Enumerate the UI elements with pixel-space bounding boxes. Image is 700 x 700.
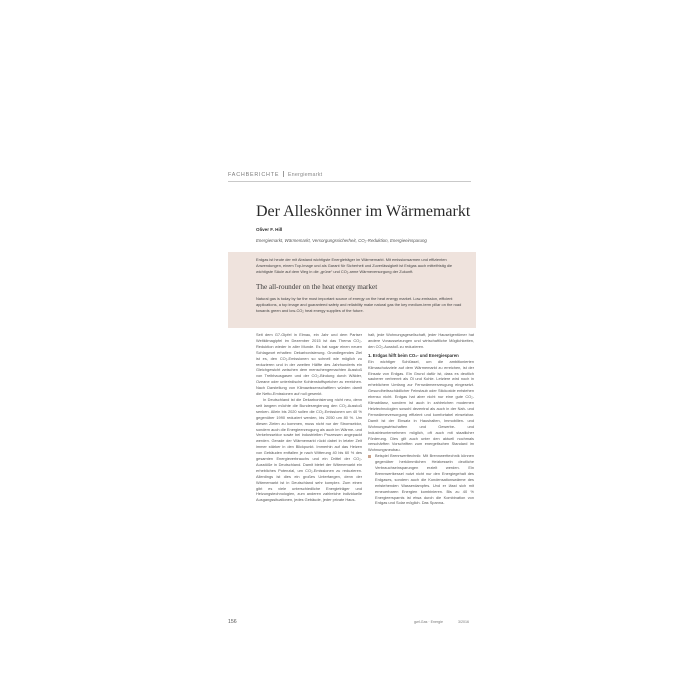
- bullet-marker: [368, 455, 371, 458]
- section-heading: 1. Erdgas hilft beim CO₂- und Energiesparen: [368, 352, 459, 358]
- header-section: FACHBERICHTE: [228, 172, 280, 178]
- header-topic: Energiemarkt: [287, 172, 323, 178]
- footer-issue: 3/2016: [458, 620, 469, 624]
- body-paragraph: In Deutschland ist die Dekarbonisierung nicht neu, denn seit langem möchte die Bundesregierung den CO₂-Ausstoß senken. Allein bis 2020 sollen die CO₂-Emissionen um 40 % gegenüber 1990 reduziert werden, bis 2050 um 80 %. Um diesen Zielen zu kommen, muss nicht nur der Stromsektor, sondern auch die Energieerzeugung als auch im Wärme- und Verkehrssektor sowie bei industriellen Prozessen angepackt werden. Gerade der Wärmemarkt rückt dabei in letzter Zeit immer stärker in den Blickpunkt. Immerhin auf das Heizen von Gebäuden entfallen je nach Witterung 40 bis 60 % des gesamten Energieverbrauchs und ein Drittel der CO₂-Ausstöße in Deutschland. Damit bietet der Wärmemarkt ein erhebliches Potenzial, um CO₂-Emissionen zu reduzieren. Allerdings ist dies ein großes Unterfangen, denn der Wärmemarkt ist in Deutschland sehr komplex. Zum einen gibt es viele unterschiedliche Energieträger und Heizungstechnologien, zum anderen zahlreiche individuelle Ausgangssituationen, jedes Gebäude, jeder private Haus-: [256, 396, 362, 503]
- bullet-item: [368, 453, 474, 506]
- article-keywords: Energiemarkt, Wärmemarkt, Versorgungssicherheit, CO₂-Reduktion, Energieeinsparung: [256, 238, 427, 243]
- body-paragraph: halt, jede Wohnungsgesellschaft, jeder Hauseigentümer hat andere Voraussetzungen und wirtschaftliche Möglichkeiten, den CO₂-Ausstoß zu reduzieren.: [368, 332, 474, 349]
- running-header: [228, 171, 471, 182]
- body-paragraph: Ein wichtiger Schlüssel, um die ambitionierten Klimaschutzziele auf dem Wärmemarkt zu erreichen, ist der Einsatz von Erdgas. Ein Grund dafür ist, dass es deutlich sauberer verbrennt als Öl und Kohle. Letztere wird noch in erheblichem Umfang zur Fernwärmeerzeugung eingesetzt. Gesundheitsschädlicher Feinstaub oder Stickoxide entstehen ebenso nicht. Erdgas hat aber nicht nur eine gute CO₂-Klimabilanz, sondern ist auch in zahlreichen modernen Heiztechnologien sowohl dezentral als auch in der Nah- und Fernwärmeversorgung effizient und komfortabel einsetzbar. Damit ist der Einsatz in Haushalten, Immobilien- und Wohnungswirtschaften und Gewerbe- und Industrieunternehmen möglich, oft auch mit staatlicher Förderung. Dies gilt auch unter den aktuell nochmals verschärften Vorschriften zum energetischen Standard im Wohnungsneubau.: [368, 358, 474, 453]
- body-column-left: [256, 332, 362, 503]
- header-divider: [283, 171, 284, 177]
- body-paragraph: Seit dem G7-Gipfel in Elmau, ein Jahr und dem Pariser Weltklimagipfel im Dezember 2015 ist das Thema CO₂-Reduktion wieder in aller Munde. Es hat sogar einen neuen Schlagwort erhalten: Dekarbonisierung. Grundlegendes Ziel ist es, den CO₂-Emissionen so schnell wie möglich zu reduzieren und in der zweiten Hälfte des Jahrhunderts ein Gleichgewicht zwischen dem menschengemachten Ausstoß von Treibhausgasen und der CO₂-Bindung durch Wälder, Ozeane oder unterirdische Kohlenstoffspeicher zu erreichen. Nach Darstellung von Klimawissenschaftlern würden damit die Netto-Emissionen auf null gesenkt.: [256, 332, 362, 397]
- abstract-english: Natural gas is today by far the most important source of energy on the heat energy market. Low-emission, efficient applications, a top image and guaranteed safety and reliability make natural gas the key medium-term pillar on the road towards green and low-CO₂ heat energy supplies of the future.: [256, 296, 462, 313]
- page-number: 156: [228, 619, 237, 625]
- article-author: Oliver F. Hill: [256, 227, 283, 232]
- abstract-english-title: The all-rounder on the heat energy market: [256, 283, 378, 291]
- abstract-german: Erdgas ist heute der mit Abstand wichtigste Energieträger im Wärmemarkt. Mit emissionsarmen und effizienten Anwendungen, einem Top-Image und als Garant für Sicherheit und Zuverlässigkeit ist Erdgas auch mittelfristig die wichtigste Säule auf dem Weg in die „grüne“ und CO₂-arme Wärmeversorgung der Zukunft.: [256, 257, 453, 274]
- footer-journal: gwf-Gas · Energie: [414, 620, 443, 624]
- body-column-right: [368, 332, 474, 506]
- bullet-text: Beispiel Brennwerttechnik: Mit Brennwerttechnik können gegenüber herkömmlichen Heizkesseln deutliche Verbrauchseinsparungen erzielt werden. Ein Brennwertkessel nutzt nicht nur den Energiegehalt des Erdgases, sondern auch die Kondensationswärme des entstehenden Wasserdampfes. Und er lässt sich mit erneuerbaren Energien kombinieren. Bis zu 40 % Energieersparnis ist etwa durch die Kombination von Erdgas und Solar möglich. Das Spanna-: [375, 453, 474, 506]
- article-title: Der Alleskönner im Wärmemarkt: [256, 203, 471, 220]
